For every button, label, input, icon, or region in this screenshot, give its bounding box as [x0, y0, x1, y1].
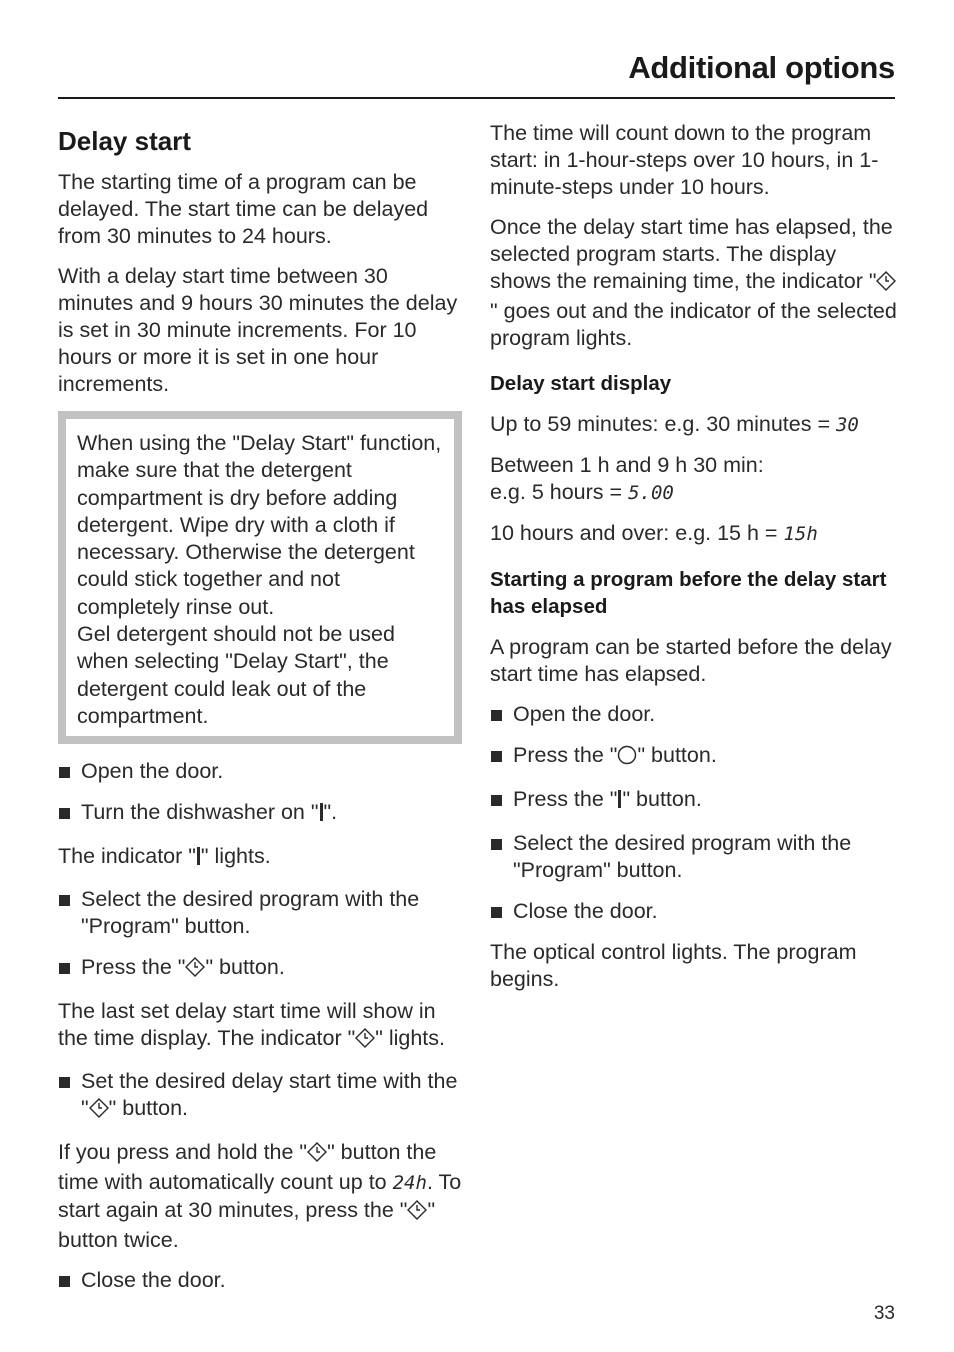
bullet-square-icon [491, 710, 502, 721]
step-text-end: " button. [108, 1096, 188, 1121]
display-readout-24h: 24h [392, 1172, 427, 1195]
left-column [58, 120, 462, 1308]
step-text: Select the desired program with the "Program" button. [513, 831, 852, 882]
step-turn-on [58, 799, 462, 829]
paragraph-text-end: " lights. [200, 844, 271, 869]
bullet-square-icon [59, 767, 70, 778]
display-readout-30: 30 [835, 414, 859, 436]
step-select-program [58, 886, 462, 940]
display-readout-5-00: 5.00 [628, 482, 674, 504]
page-number: 33 [873, 1303, 895, 1324]
step-press-off [490, 742, 900, 772]
step-text: Press the " [513, 787, 618, 811]
step-text: Close the door. [513, 899, 658, 923]
last-delay-paragraph [58, 998, 462, 1055]
page-title: Additional options [628, 50, 895, 85]
delay-start-icon [355, 1028, 375, 1055]
delay-start-icon [407, 1200, 427, 1227]
program-begins-paragraph: The optical control lights. The program begins. [490, 940, 857, 991]
display-example-over-ten [490, 520, 900, 548]
paragraph-text: If you press and hold the " [58, 1140, 308, 1165]
paragraph-text: The last set delay start time will show in the time display. The indicator " [58, 999, 436, 1051]
bullet-square-icon [491, 907, 502, 918]
step-press-delay [58, 954, 462, 984]
step-press-on [490, 786, 900, 816]
section-heading-delay-start: Delay start [58, 126, 191, 156]
subheading-delay-start-display: Delay start display [490, 372, 672, 395]
step-text-end: " button. [622, 787, 702, 811]
bullet-square-icon [59, 1077, 70, 1088]
step-text: Select the desired program with the "Program" button. [81, 887, 420, 939]
delay-start-icon [307, 1142, 327, 1169]
step-set-delay-time [58, 1068, 462, 1125]
countdown-paragraph: The time will count down to the program start: in 1-hour-steps over 10 hours, in 1-minute-steps under 10 hours. [490, 121, 879, 199]
step-close-door [58, 1267, 462, 1294]
step-select-program [490, 830, 900, 884]
step-text: Open the door. [81, 759, 224, 784]
bullet-square-icon [491, 839, 502, 850]
step-text: Press the " [81, 955, 186, 980]
step-text-end: " button. [205, 955, 285, 980]
step-text-end: ". [323, 800, 338, 825]
start-early-paragraph: A program can be started before the delay start time has elapsed. [490, 635, 892, 686]
delay-start-icon [876, 271, 896, 298]
step-text: Turn the dishwasher on " [81, 800, 319, 825]
delay-start-icon [185, 957, 205, 984]
paragraph-text-end: " goes out and the indicator of the selected program lights. [490, 299, 897, 350]
note-text-gel-detergent: Gel detergent should not be used when selecting "Delay Start", the detergent could leak out of the compartment. [77, 622, 395, 728]
power-off-icon [617, 745, 637, 772]
step-close-door [490, 898, 900, 925]
elapsed-paragraph [490, 214, 900, 352]
paragraph-text-end: " lights. [375, 1026, 446, 1051]
paragraph-text: Once the delay start time has elapsed, the selected program starts. The display shows the remaining time, the indicator " [490, 215, 893, 293]
hold-button-paragraph [58, 1139, 462, 1254]
step-open-door [58, 758, 462, 785]
intro-paragraph: The starting time of a program can be delayed. The start time can be delayed from 30 minutes to 24 hours. [58, 170, 429, 248]
delay-start-icon [89, 1098, 109, 1125]
paragraph-text: . To start again at 30 minutes, press the " [58, 1170, 462, 1223]
paragraph-text: Between 1 h and 9 h 30 min: [490, 453, 764, 477]
bullet-square-icon [59, 895, 70, 906]
step-text: Open the door. [513, 702, 656, 726]
paragraph-text: e.g. 5 hours = [490, 480, 629, 504]
step-text: Press the " [513, 743, 618, 767]
note-text-dry-compartment: When using the "Delay Start" function, make sure that the detergent compartment is dry before adding detergent. Wipe dry with a cloth if necessary. Otherwise the detergent could stick together and not completely rinse out. [77, 431, 442, 619]
display-example-hours [490, 452, 900, 507]
bullet-square-icon [59, 1276, 70, 1287]
subheading-start-before-elapsed: Starting a program before the delay start has elapsed [490, 568, 887, 618]
paragraph-text: Up to 59 minutes: e.g. 30 minutes = [490, 412, 836, 436]
step-open-door [490, 701, 900, 728]
indicator-lights-paragraph [58, 843, 462, 873]
paragraph-text: The indicator " [58, 844, 196, 869]
paragraph-text: " button the time with automatically count up to [58, 1140, 437, 1195]
increments-paragraph: With a delay start time between 30 minutes and 9 hours 30 minutes the delay is set in 30 minute increments. For 10 hours or more it is set in one hour increments. [58, 264, 458, 396]
step-text-end: " button. [637, 743, 717, 767]
step-text: Close the door. [81, 1268, 226, 1293]
bullet-square-icon [59, 808, 70, 819]
bullet-square-icon [59, 963, 70, 974]
step-text: Set the desired delay start time with the " [81, 1069, 458, 1121]
bullet-square-icon [491, 751, 502, 762]
header-divider [58, 97, 895, 99]
display-example-minutes [490, 411, 900, 439]
paragraph-text-end: " button twice. [58, 1198, 436, 1253]
bullet-square-icon [491, 795, 502, 806]
display-readout-15h: 15h [783, 523, 818, 545]
paragraph-text: 10 hours and over: e.g. 15 h = [490, 521, 784, 545]
right-column [490, 120, 900, 1006]
warning-note-box [58, 411, 462, 744]
